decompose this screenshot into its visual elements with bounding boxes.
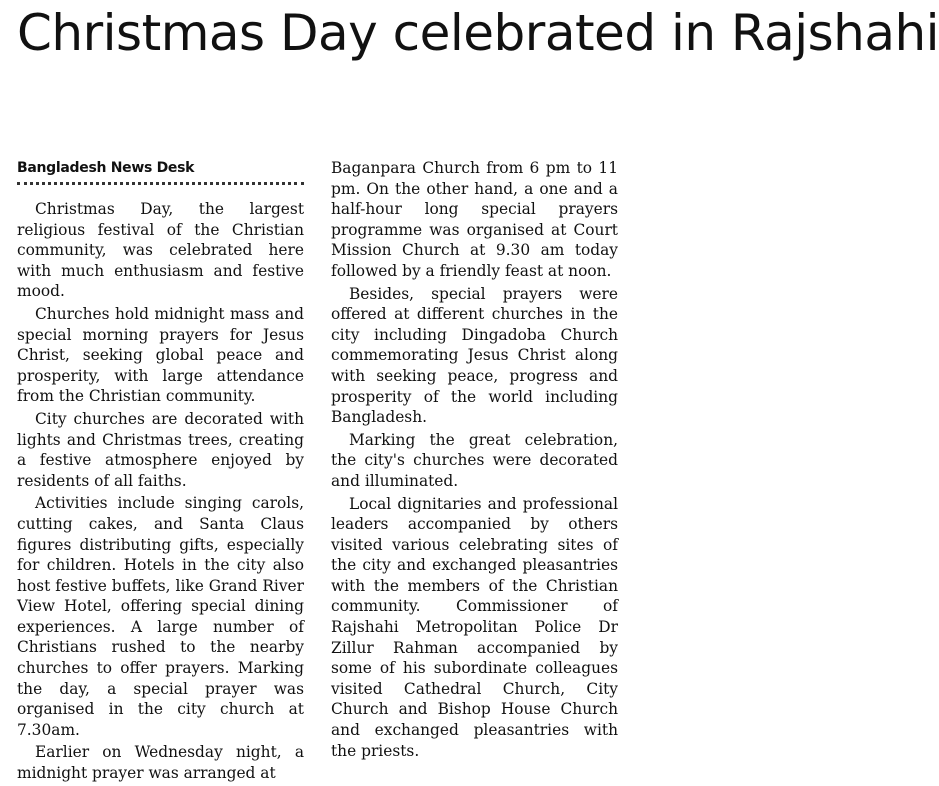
paragraph: Christmas Day, the largest religious festival of the Christian community, was celebrated here with much enthusiasm and festive mood. bbox=[17, 200, 304, 301]
paragraph: City churches are decorated with lights and Christmas trees, creating a festive atmosphere enjoyed by residents of all faiths. bbox=[17, 409, 304, 490]
paragraph: Besides, special prayers were offered at different churches in the city including Dingadoba Church commemorating Jesus Christ along with seeking peace, progress and prosperity of the world including Bangladesh. bbox=[331, 284, 618, 427]
paragraph: Churches hold midnight mass and special morning prayers for Jesus Christ, seeking global peace and prosperity, with large attendance from the Christian community. bbox=[17, 304, 304, 406]
byline: Bangladesh News Desk bbox=[17, 158, 304, 185]
left-column bbox=[17, 158, 304, 786]
paragraph: Earlier on Wednesday night, a midnight prayer was arranged at bbox=[17, 743, 304, 783]
paragraph-continued: Baganpara Church from 6 pm to 11 pm. On the other hand, a one and a half-hour long special prayers programme was organised at Court Mission Church at 9.30 am today followed by a friendly feast at noon. bbox=[331, 159, 618, 280]
paragraph: Marking the great celebration, the city's churches were decorated and illuminated. bbox=[331, 430, 618, 490]
paragraph: Local dignitaries and professional leaders accompanied by others visited various celebrating sites of the city and exchanged pleasantries with the members of the Christian community. Commissioner of Rajshahi Metropolitan Police Dr Zillur Rahman accompanied by some of his subordinate colleagues visited Cathedral Church, City Church and Bishop House Church and exchanged pleasantries with the priests. bbox=[331, 494, 618, 760]
paragraph: Activities include singing carols, cutting cakes, and Santa Claus figures distributing gifts, especially for children. Hotels in the city also host festive buffets, like Grand River View Hotel, offering special dining experiences. A large number of Christians rushed to the nearby churches to offer prayers. Marking the day, a special prayer was organised in the city church at 7.30am. bbox=[17, 494, 304, 739]
headline: Christmas Day celebrated in Rajshahi bbox=[17, 4, 939, 62]
right-column bbox=[331, 158, 618, 763]
